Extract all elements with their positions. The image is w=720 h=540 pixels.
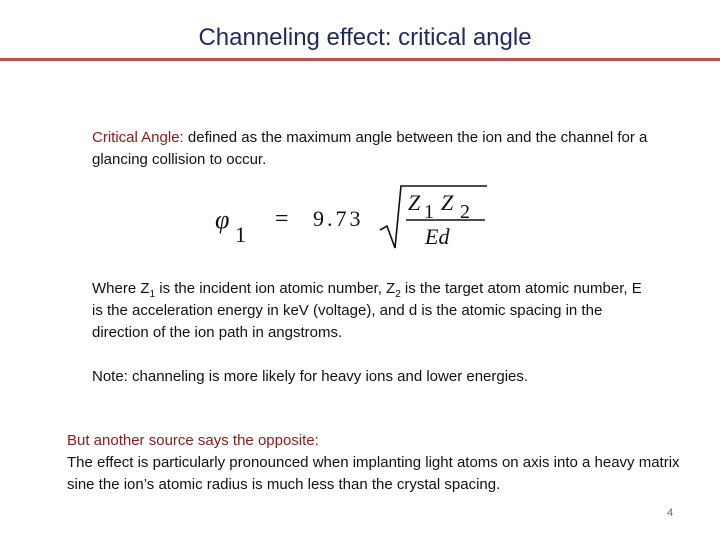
source-heading: But another source says the opposite: — [67, 432, 319, 449]
source-paragraph — [67, 430, 687, 496]
source-text: The effect is particularly pronounced when implanting light atoms on axis into a heavy matrix sine the ion’s atomic radius is much less than the crystal spacing. — [67, 454, 680, 493]
definition-paragraph — [92, 127, 692, 171]
where-sub-2: 2 — [395, 289, 401, 300]
critical-angle-formula — [205, 182, 505, 252]
slide-title: Channeling effect: critical angle — [198, 24, 532, 51]
title-underline — [0, 58, 720, 61]
formula-z2: Z — [441, 190, 454, 215]
where-text-1: Where Z — [92, 280, 150, 297]
formula-phi-subscript: 1 — [235, 222, 246, 247]
formula-coefficient: 9.73 — [313, 206, 364, 231]
formula-phi: φ — [215, 205, 230, 234]
formula-equals: = — [275, 206, 289, 232]
where-sub-1: 1 — [149, 289, 156, 300]
formula-denominator: Ed — [425, 224, 450, 249]
formula-svg — [205, 182, 505, 252]
definition-term: Critical Angle: — [92, 129, 184, 146]
where-text-3: is the target atom atomic number, E is the acceleration energy in keV (voltage), and d is the atomic spacing in the direction of the ion path in angstroms. — [92, 280, 642, 341]
where-paragraph — [92, 278, 652, 344]
page-number: 4 — [666, 507, 674, 519]
where-text-2: is the incident ion atomic number, Z — [155, 280, 396, 297]
formula-z2-subscript: 2 — [460, 201, 470, 223]
note-paragraph: Note: channeling is more likely for heavy ions and lower energies. — [92, 368, 529, 385]
formula-z1: Z — [408, 190, 421, 215]
definition-text: defined as the maximum angle between the ion and the channel for a glancing collision to occur. — [92, 129, 648, 168]
formula-z1-subscript: 1 — [424, 201, 434, 223]
